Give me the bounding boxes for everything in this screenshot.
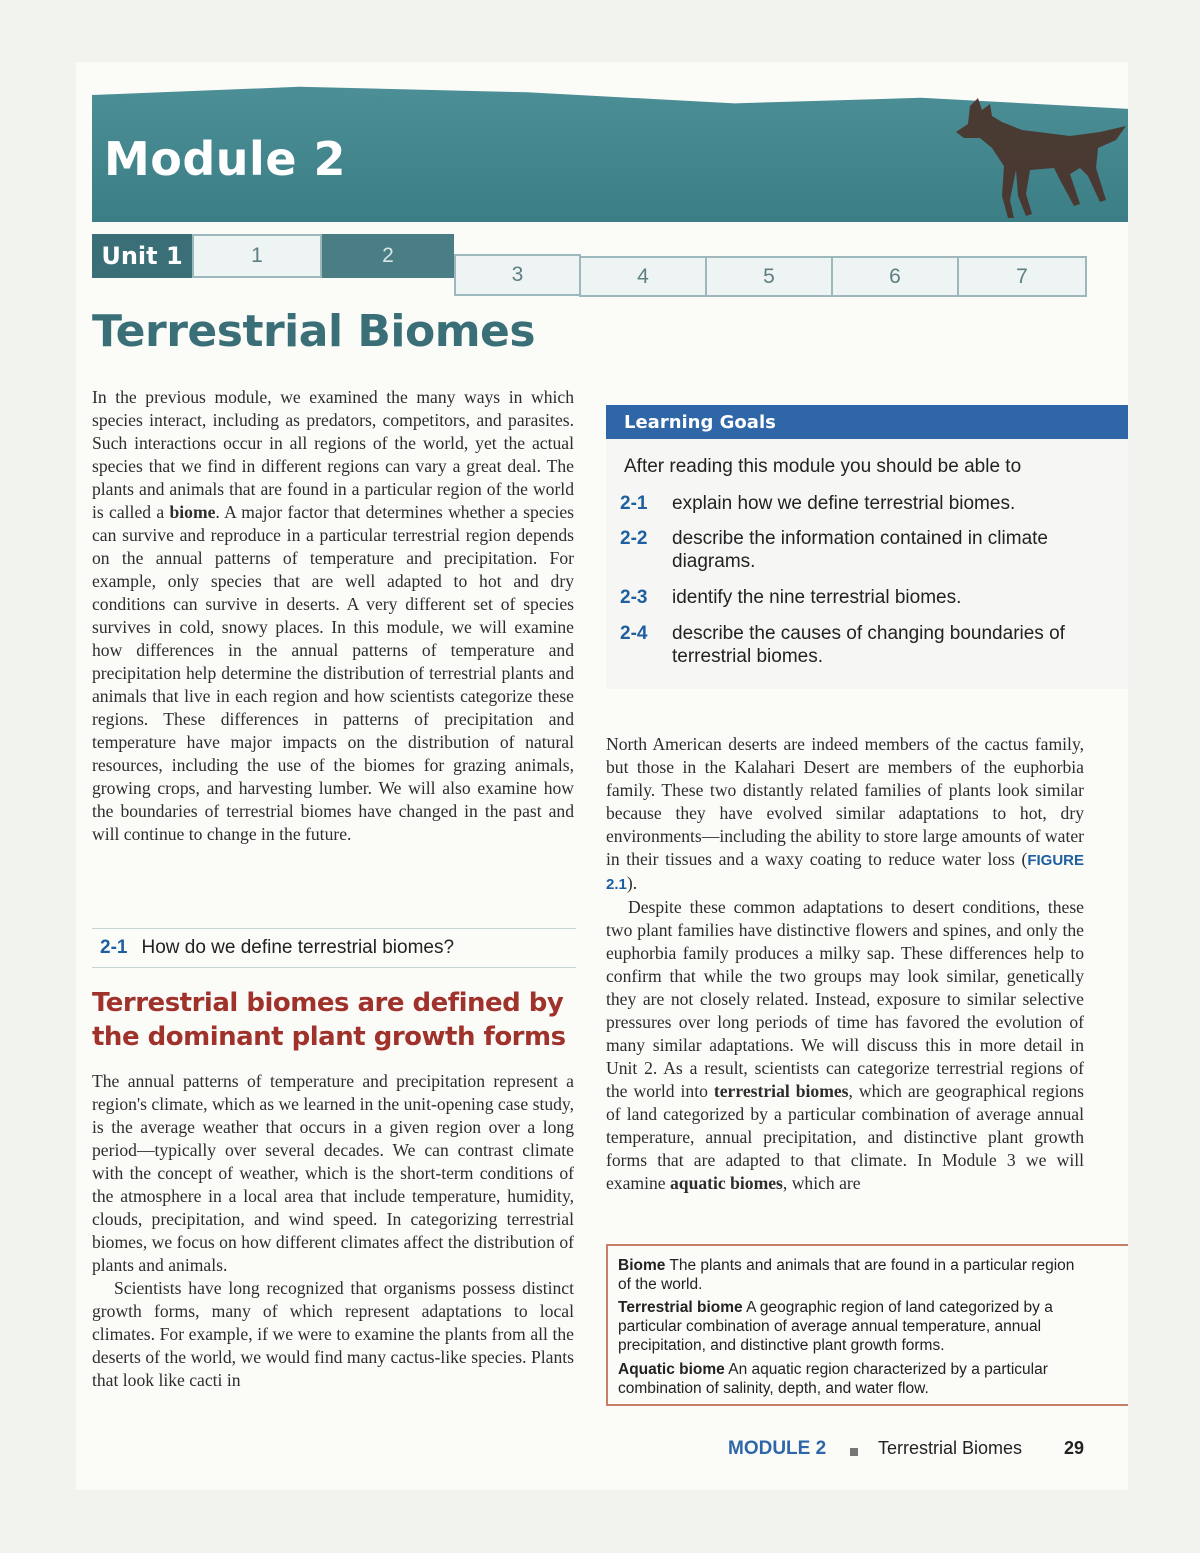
unit-tab-7[interactable]: 7 [957, 256, 1087, 297]
glossary-entry: Biome The plants and animals that are found in a particular region of the world. [618, 1257, 1075, 1293]
learning-goal-item: 2-2 describe the information contained in climate diagrams. [620, 528, 1048, 572]
glossary-entry: Terrestrial biome A geographic region of land categorized by a particular combination of average annual temperature, annual precipitation, and distinctive plant growth forms. [618, 1299, 1053, 1354]
footer-separator [850, 1448, 858, 1456]
figure-reference-link: FIGURE 2.1 [606, 852, 1084, 893]
footer-title: Terrestrial Biomes [878, 1438, 1023, 1458]
module-title: Module 2 [104, 132, 347, 186]
left-column-text: The annual patterns of temperature and precipitation represent a region's climate, which as we learned in the unit-opening case study, is the average weather that occurs in a given region over a long period—typically over several decades. We can contrast climate with the concept of weather, which is the short-term conditions of the atmosphere in a local area that include temperature, humidity, clouds, precipitation, and wind speed. In categorizing terrestrial biomes, we focus on how different climates affect the distribution of plants and animals. Scientists have long recognized that organisms possess distinct growth forms, many of which represent adaptations to local climates. For example, if we were to examine the plants from all the deserts of the world, we would find many cactus-like species. Plants that look like cacti in [92, 1071, 574, 1390]
glossary-entry: Aquatic biome An aquatic region characterized by a particular combination of salinity, depth, and water flow. [618, 1361, 1048, 1397]
unit-label: Unit 1 [92, 234, 192, 278]
page-title: Terrestrial Biomes [92, 306, 536, 357]
learning-goal-item: 2-4 describe the causes of changing boundaries of terrestrial biomes. [620, 623, 1065, 667]
term-biome: biome [169, 502, 216, 522]
term-terrestrial-biomes: terrestrial biomes [713, 1081, 849, 1101]
footer-module: MODULE 2 [728, 1438, 827, 1459]
right-column-text: North American deserts are indeed members of the cactus family, but those in the Kalahari Desert are members of the euphorbia family. These two distantly related families of plants look similar because they have evolved similar adaptations to hot, dry environments—including the ability to store large amounts of water in their tissues and a waxy coating to reduce water loss (FIGURE 2.1). Despite these common adaptations to desert conditions, these two plant families have distinctive flowers and spines, and only the euphorbia family produces a milky sap. These differences help to confirm that while the two groups may look similar, genetically they are not closely related. Instead, exposure to similar selective pressures over long periods of time has favored the evolution of many similar adaptations. We will discuss this in more detail in Unit 2. As a result, scientists can categorize terrestrial regions of the world into terrestrial biomes, which are geographical regions of land categorized by a particular combination of average annual temperature, annual precipitation, and distinctive plant growth forms that are adapted to that climate. In Module 3 we will examine aquatic biomes, which are [606, 734, 1085, 1193]
coyote-icon [930, 96, 1130, 220]
term-aquatic-biomes: aquatic biomes [670, 1173, 783, 1193]
unit-tab-1[interactable]: 1 [192, 234, 322, 278]
page-number: 29 [1064, 1438, 1085, 1458]
unit-tab-5[interactable]: 5 [705, 256, 833, 297]
unit-tab-2[interactable]: 2 [322, 234, 454, 278]
learning-goal-item: 2-3 identify the nine terrestrial biomes. [620, 587, 962, 608]
subsection-heading: Terrestrial biomes are defined by the dominant plant growth forms [92, 988, 566, 1052]
unit-tab-3[interactable]: 3 [454, 254, 581, 296]
unit-tab-4[interactable]: 4 [579, 256, 707, 297]
unit-tab-6[interactable]: 6 [831, 256, 959, 297]
learning-goals-intro: After reading this module you should be able to [624, 456, 1022, 477]
learning-goal-item: 2-1 explain how we define terrestrial biomes. [620, 493, 1016, 514]
learning-goals-header: Learning Goals [606, 405, 1128, 439]
intro-paragraph: In the previous module, we examined the many ways in which species interact, including as predators, competitors, and parasites. Such interactions occur in all regions of the world, yet the actual species that we find in different regions can vary a great deal. The plants and animals that are found in a particular region of the world is called a biome. A major factor that determines whether a species can survive and reproduce in a particular terrestrial region depends on the annual patterns of temperature and precipitation. For example, only species that are well adapted to hot and dry conditions can survive in deserts. A very different set of species survives in cold, snowy places. In this module, we will examine how differences in the annual patterns of temperature and precipitation help determine the distribution of terrestrial plants and animals that live in each region and how scientists categorize these regions. These differences in patterns of precipitation and temperature have major impacts on the distribution of natural resources, including the use of the biomes for grazing animals, growing crops, and harvesting lumber. We will also examine how the boundaries of terrestrial biomes have changed in the past and will continue to change in the future. [92, 387, 574, 844]
section-heading: 2-1 How do we define terrestrial biomes? [92, 928, 576, 968]
